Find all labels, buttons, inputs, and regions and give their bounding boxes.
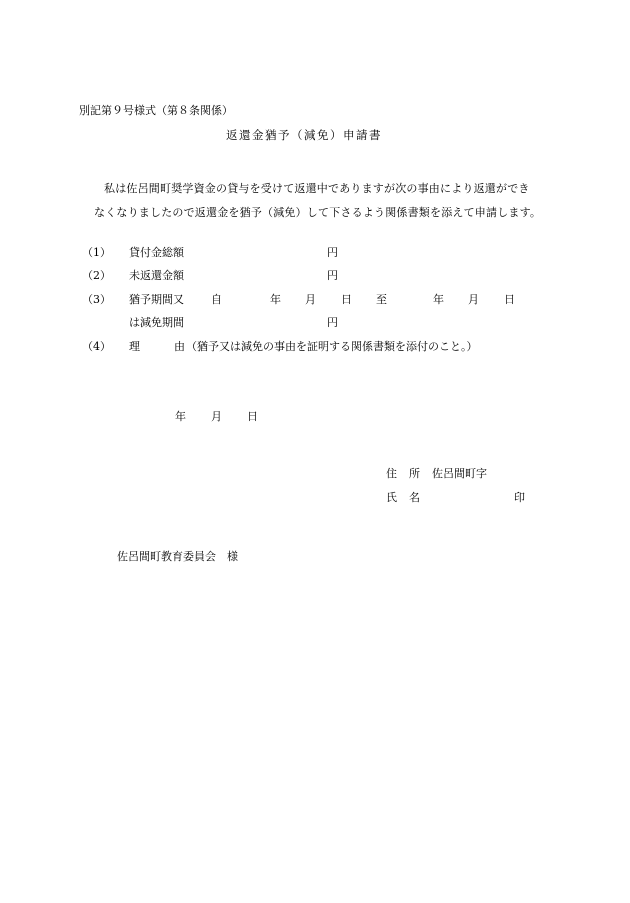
date-year: 年 xyxy=(175,410,186,423)
item-4-label-part-1: 理 xyxy=(129,340,140,353)
item-3-day-2: 日 xyxy=(504,293,515,306)
item-4-number: （4） xyxy=(82,340,111,353)
item-3-from: 自 xyxy=(211,293,222,306)
item-3-number: （3） xyxy=(82,293,111,306)
name-label-1: 氏 xyxy=(386,491,397,504)
item-2-unit: 円 xyxy=(327,269,338,282)
item-2-number: （2） xyxy=(82,269,111,282)
item-1-label: 貸付金総額 xyxy=(129,246,184,259)
item-3-month-2: 月 xyxy=(468,293,479,306)
date-day: 日 xyxy=(247,410,258,423)
item-3-to: 至 xyxy=(376,293,387,306)
item-2-label: 未返還金額 xyxy=(129,269,184,282)
address-value: 佐呂間町字 xyxy=(432,467,487,480)
item-3-month-1: 月 xyxy=(305,293,316,306)
item-3-label-line-1: 猶予期間又 xyxy=(129,293,184,306)
item-4-note: （猶予又は減免の事由を証明する関係書類を添付のこと。） xyxy=(186,340,478,353)
item-3-label-line-2: は減免期間 xyxy=(129,316,184,329)
body-paragraph-line-2: なくなりましたので返還金を猶予（減免）して下さるよう関係書類を添えて申請します。 xyxy=(94,206,542,219)
form-reference: 別記第９号様式（第８条関係） xyxy=(79,104,233,117)
item-1-number: （1） xyxy=(82,246,111,259)
item-3-year-1: 年 xyxy=(270,293,281,306)
addressee: 佐呂間町教育委員会 様 xyxy=(117,550,238,563)
name-label-2: 名 xyxy=(409,491,420,504)
item-3-year-2: 年 xyxy=(433,293,444,306)
date-month: 月 xyxy=(211,410,222,423)
address-label-1: 住 xyxy=(386,467,397,480)
document-title: 返還金猶予（減免）申請書 xyxy=(226,128,382,142)
item-3-unit: 円 xyxy=(327,316,338,329)
item-1-unit: 円 xyxy=(327,246,338,259)
item-3-day-1: 日 xyxy=(341,293,352,306)
item-4-label-part-2: 由 xyxy=(174,340,185,353)
body-paragraph-line-1: 私は佐呂間町奨学資金の貸与を受けて返還中でありますが次の事由により返還ができ xyxy=(104,182,530,195)
address-label-2: 所 xyxy=(409,467,420,480)
seal-mark: 印 xyxy=(514,491,525,504)
